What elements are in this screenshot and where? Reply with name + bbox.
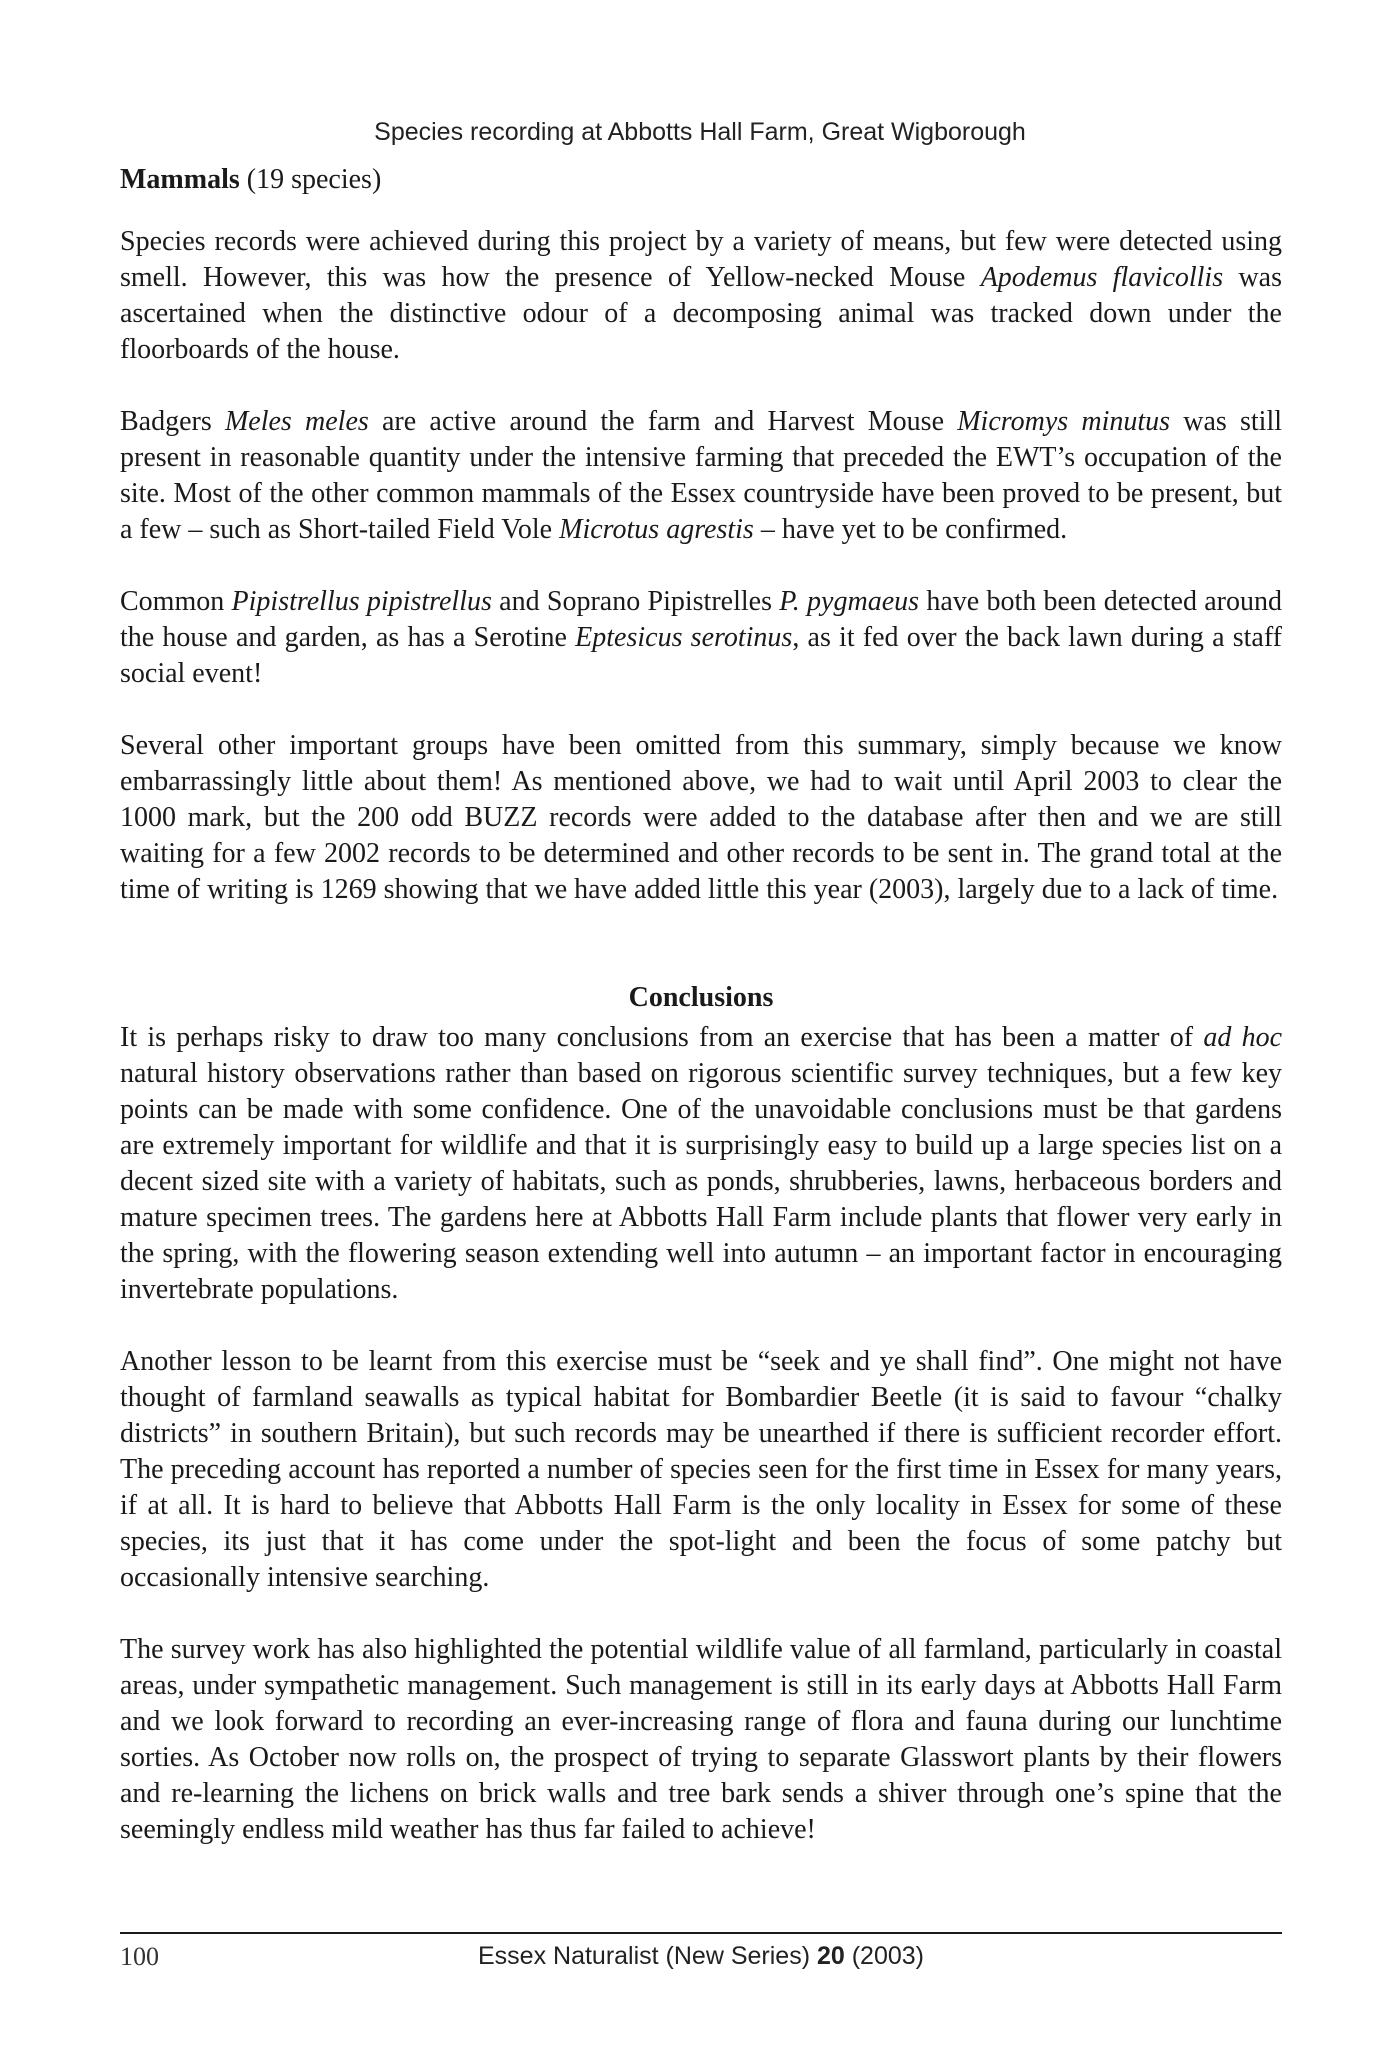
conclusions-paragraph-3: The survey work has also highlighted the potential wildlife value of all farmland, particularly in coastal areas, under sympathetic management. Such management is still in its early days at Abbotts Hall Farm and we look forward to recording an ever-increasing range of flora and fauna during our lunchtime sorties. As October now rolls on, the prospect of trying to separate Glasswort plants by their flowers and re-learning the lichens on brick walls and tree bark sends a shiver through one’s spine that the seemingly endless mild weather has thus far failed to achieve! [120, 1634, 1282, 1845]
species-name: P. pygmaeus [779, 586, 920, 617]
conclusions-heading: Conclusions [628, 982, 774, 1013]
journal-volume: 20 [816, 1942, 845, 1970]
text-run: Badgers [120, 406, 225, 437]
species-name: Microtus agrestis [559, 514, 754, 545]
species-name: Meles meles [224, 406, 369, 437]
text-run: was ascertained when the distinctive odour of a decomposing animal was tracked down under the floorboards of the house. [120, 262, 1282, 365]
text-run: was still present in reasonable quantity under the intensive farming that preceded the EWT’s occupation of the site. Most of the other common mammals of the Essex countryside have been proved to be present, but a few – such as Short-tailed Field Vole [120, 406, 1283, 545]
conclusions-paragraph-1 [120, 1020, 1282, 1308]
text-run: – have yet to be confirmed. [753, 514, 1068, 545]
text-run: , as it fed over the back lawn during a staff social event! [120, 622, 1282, 689]
running-header: Species recording at Abbotts Hall Farm, Great Wigborough [374, 118, 1026, 146]
text-run: are active around the farm and Harvest Mouse [368, 406, 958, 437]
article-body [120, 162, 1282, 1848]
text-run: Species records were achieved during this project by a variety of means, but few were detected using smell. However, this was how the presence of Yellow-necked Mouse [120, 226, 1282, 293]
species-name: Eptesicus serotinus [575, 622, 793, 653]
latin-phrase: ad hoc [1203, 1022, 1282, 1053]
species-name: Pipistrellus pipistrellus [231, 586, 492, 617]
text-run: It is perhaps risky to draw too many conclusions from an exercise that has been a matter of [120, 1022, 1204, 1053]
journal-name: Essex Naturalist (New Series) [477, 1942, 811, 1970]
mammals-paragraph-2 [120, 404, 1282, 548]
species-name: Micromys minutus [957, 406, 1171, 437]
journal-citation [120, 1942, 1282, 1971]
text-run: natural history observations rather than based on rigorous scientific survey techniques, but a few key points can be made with some confidence. One of the unavoidable conclusions must be that gardens are extremely important for wildlife and that it is surprisingly easy to build up a large species list on a decent sized site with a variety of habitats, such as ponds, shrubberies, lawns, herbaceous borders and mature specimen trees. The gardens here at Abbotts Hall Farm include plants that flower very early in the spring, with the flowering season extending well into autumn – an important factor in encouraging invertebrate populations. [120, 1058, 1282, 1305]
mammals-heading [120, 162, 1282, 198]
journal-year: (2003) [851, 1942, 924, 1970]
page-number: 100 [120, 1942, 159, 1971]
species-name: Apodemus flavicollis [980, 262, 1224, 293]
mammals-paragraph-1 [120, 224, 1282, 368]
text-run: and Soprano Pipistrelles [491, 586, 780, 617]
footer-divider [120, 1932, 1282, 1934]
text-run: have both been detected around the house and garden, as has a Serotine [120, 586, 1283, 653]
mammals-paragraph-3 [120, 584, 1282, 692]
mammals-paragraph-4: Several other important groups have been omitted from this summary, simply because we know embarrassingly little about them! As mentioned above, we had to wait until April 2003 to clear the 1000 mark, but the 200 odd BUZZ records were added to the database after then and we are still waiting for a few 2002 records to be determined and other records to be sent in. The grand total at the time of writing is 1269 showing that we have added little this year (2003), largely due to a lack of time. [120, 730, 1282, 905]
text-run: Common [120, 586, 232, 617]
conclusions-paragraph-2: Another lesson to be learnt from this exercise must be “seek and ye shall find”. One might not have thought of farmland seawalls as typical habitat for Bombardier Beetle (it is said to favour “chalky districts” in southern Britain), but such records may be unearthed if there is sufficient recorder effort. The preceding account has reported a number of species seen for the first time in Essex for many years, if at all. It is hard to believe that Abbotts Hall Farm is the only locality in Essex for some of these species, its just that it has come under the spot-light and been the focus of some patchy but occasionally intensive searching. [120, 1346, 1282, 1593]
mammals-species-count: (19 species) [246, 164, 382, 195]
mammals-heading-label: Mammals [120, 164, 240, 195]
